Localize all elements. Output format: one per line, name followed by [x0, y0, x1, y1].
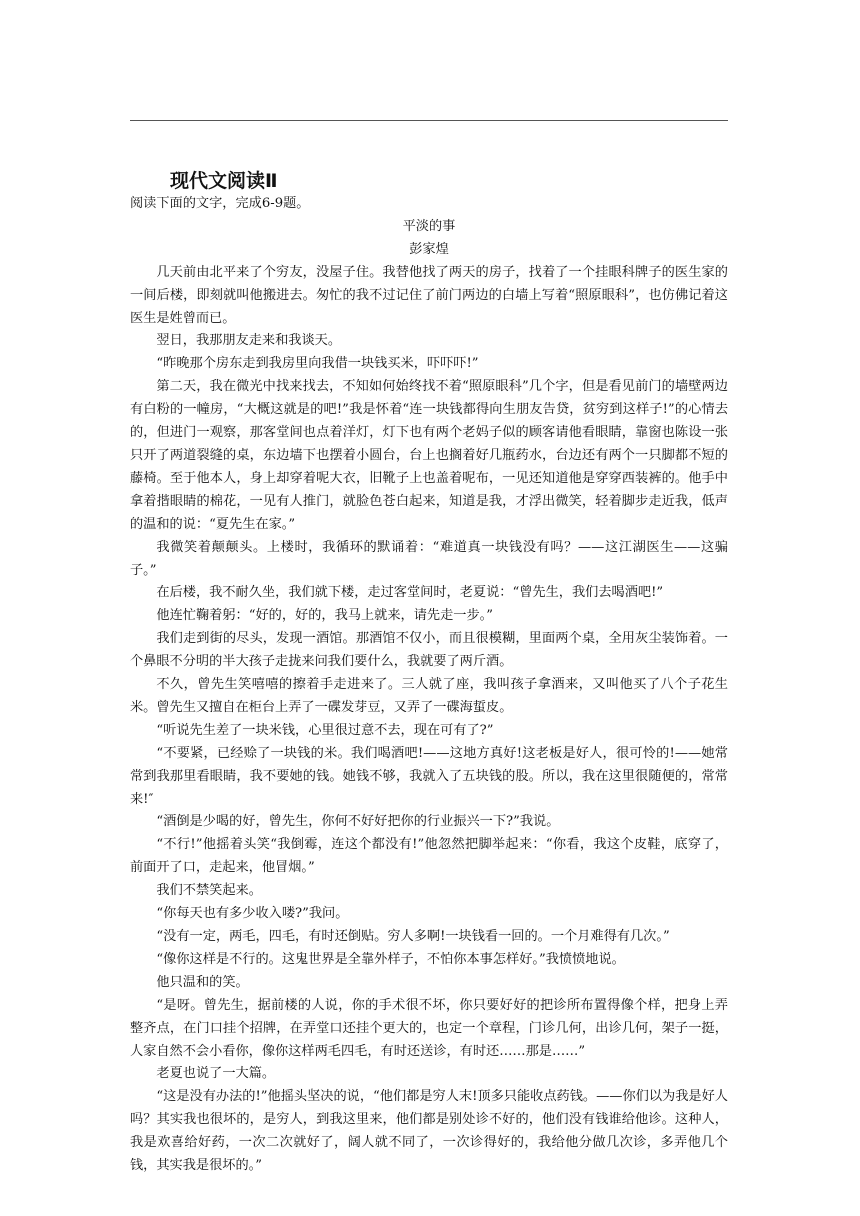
- paragraph: “听说先生差了一块米钱，心里很过意不去，现在可有了?”: [156, 722, 494, 738]
- paragraph: 我们不禁笑起来。: [156, 883, 262, 899]
- header-rule: [130, 120, 728, 121]
- paragraph: 我微笑着颠颠头。上楼时，我循环的默诵着：“难道真一块钱没有吗？——这江湖医生——这骗子。”: [130, 539, 728, 578]
- paragraph: 几天前由北平来了个穷友，没屋子住。我替他找了两天的房子，找着了一个挂眼科牌子的医生家的一间后楼，即刻就叫他搬进去。匆忙的我不过记住了前门两边的白墙上写着“照原眼科”，也仿佛记着这医生是姓曾而已。: [130, 264, 728, 326]
- instruction: 阅读下面的文字，完成6-9题。: [130, 196, 310, 211]
- paragraph: 在后楼，我不耐久坐，我们就下楼，走过客堂间时，老夏说：“曾先生，我们去喝酒吧!”: [156, 585, 664, 601]
- paragraph: “这是没有办法的!”他摇头坚决的说，“他们都是穷人末!顶多只能收点药钱。——你们以为我是好人吗？其实我也很坏的，是穷人，到我这里来，他们都是别处诊不好的，他们没有钱谁给他诊。这种人，我是欢喜给好药，一次二次就好了，阔人就不同了，一次诊得好的，我给他分做几次诊，多弄他几个钱，其实我是很坏的。”: [130, 1089, 728, 1174]
- paragraph: “没有一定，两毛，四毛，有时还倒贴。穷人多啊!一块钱看一回的。一个月难得有几次。”: [156, 929, 670, 944]
- paragraph: 第二天，我在微光中找来找去，不知如何始终找不着“照原眼科”几个字，但是看见前门的墙壁两边有白粉的一幢房，“大概这就是的吧!”我是怀着“连一块钱都得向生朋友告贷，贫穷到这样子!”的心情去的，但进门一观察，那客堂间也点着洋灯，灯下也有两个老妈子似的顾客请他看眼睛，靠窗也陈设一张只开了两道裂缝的桌，东边墙下也摆着小圆台，台上也搁着好几瓶药水，台边还有两个一只脚都不短的藤椅。至于他本人，身上却穿着呢大衣，旧靴子上也盖着呢布，一见还知道他是穿穿西装裤的。他手中拿着揩眼睛的棉花，一见有人推门，就脸色苍白起来，知道是我，才浮出微笑，轻着脚步走近我，低声的温和的说：“夏先生在家。”: [130, 379, 728, 532]
- paragraph: “像你这样是不行的。这鬼世界是全靠外样子，不怕你本事怎样好。”我愤愤地说。: [156, 951, 625, 967]
- article-title: 平淡的事: [402, 218, 456, 234]
- paragraph: “酒倒是少喝的好，曾先生，你何不好好把你的行业振兴一下?”我说。: [156, 814, 560, 830]
- paragraph: 我们走到街的尽头，发现一酒馆。那酒馆不仅小，而且很模糊，里面两个桌，全用灰尘装饰着。一个鼻眼不分明的半大孩子走拢来问我们要什么，我就要了两斤酒。: [130, 631, 728, 670]
- paragraph: 老夏也说了一大篇。: [156, 1066, 276, 1082]
- paragraph: “不要紧，已经赊了一块钱的米。我们喝酒吧!——这地方真好!这老板是好人，很可怜的!——她常常到我那里看眼睛，我不要她的钱。她钱不够，我就入了五块钱的股。所以，我在这里很随便的，常常来!″: [130, 745, 728, 807]
- paragraph: 翌日，我那朋友走来和我谈天。: [156, 333, 342, 349]
- paragraph: 他连忙鞠着躬：“好的，好的，我马上就来，请先走一步。”: [156, 608, 493, 624]
- paragraph: “昨晚那个房东走到我房里向我借一块钱买米，吓吓吓!”: [156, 356, 479, 372]
- paragraph: “你每天也有多少收入喽?”我问。: [156, 906, 349, 922]
- paragraph: 他只温和的笑。: [156, 974, 249, 990]
- paragraph: “不行!”他摇着头笑“我倒霉，连这个都没有!”他忽然把脚举起来：“你看，我这个皮鞋，底穿了，前面开了口，走起来，他冒烟。”: [130, 837, 728, 876]
- section-title: 现代文阅读Ⅱ: [170, 170, 278, 192]
- article-author: 彭家煌: [409, 241, 449, 257]
- paragraph: “是呀。曾先生，据前楼的人说，你的手术很不坏，你只要好好的把诊所布置得像个样，把身上弄整齐点，在门口挂个招牌，在弄堂口还挂个更大的，也定一个章程，门诊几何，出诊几何，架子一挺，人家自然不会小看你，像你这样两毛四毛，有时还送诊，有时还……那是……”: [130, 997, 728, 1059]
- paragraph: 不久，曾先生笑嘻嘻的擦着手走进来了。三人就了座，我叫孩子拿酒来，又叫他买了八个子花生米。曾先生又擅自在柜台上弄了一碟发芽豆，又弄了一碟海蜇皮。: [130, 677, 728, 715]
- article-body: [130, 193, 728, 1178]
